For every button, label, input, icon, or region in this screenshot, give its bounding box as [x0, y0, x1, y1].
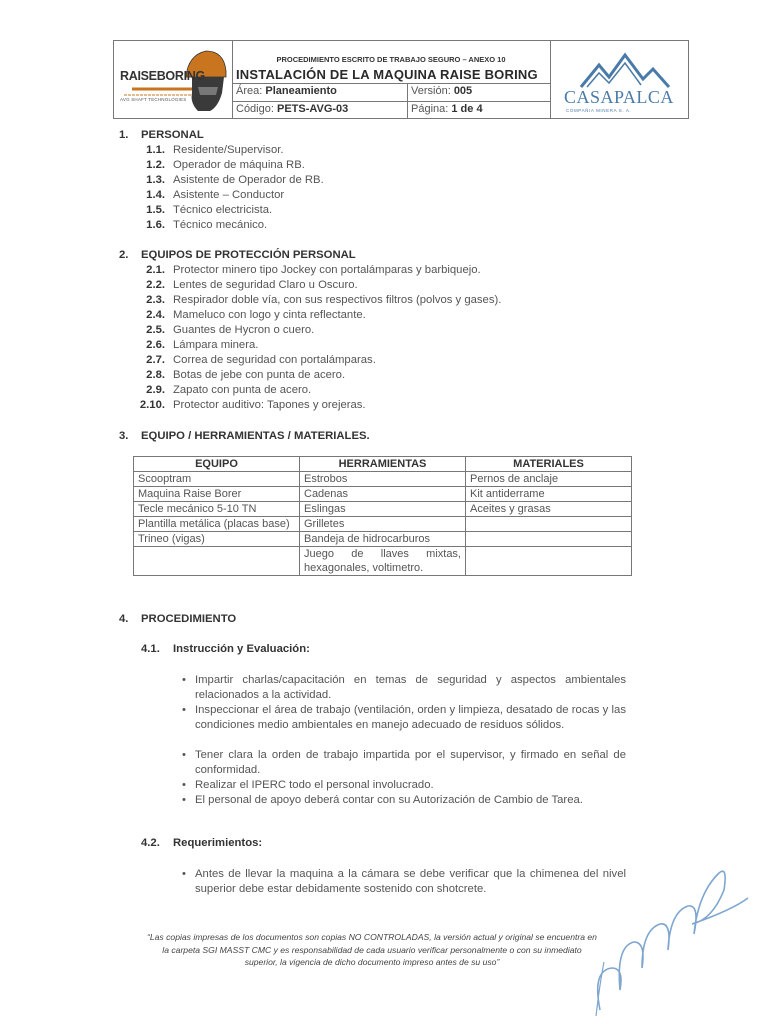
section-1-number: 1. — [119, 129, 129, 141]
footer-line: “Las copias impresas de los documentos son copias NO CONTROLADAS, la versión actual y original se encuentra en — [147, 932, 597, 942]
handwritten-signature — [572, 850, 752, 1020]
item-number: 2.3. — [146, 294, 165, 306]
version-label: Versión: — [411, 85, 451, 97]
table-cell: Pernos de anclaje — [466, 472, 632, 487]
table-cell — [134, 547, 300, 576]
casapalca-logo-subtext: COMPAÑIA MINERA S. A. — [566, 108, 632, 113]
section-3-title: EQUIPO / HERRAMIENTAS / MATERIALES. — [141, 430, 370, 442]
item-number: 2.10. — [139, 399, 165, 411]
list-item: Asistente de Operador de RB. — [173, 174, 324, 186]
table-row — [134, 502, 632, 517]
raiseboring-logo — [114, 41, 233, 118]
item-number: 2.6. — [146, 339, 165, 351]
item-number: 2.9. — [146, 384, 165, 396]
mountain-logo-icon — [551, 41, 689, 91]
list-item: • Tener clara la orden de trabajo impartida por el supervisor, y firmado en señal de conformidad. — [195, 748, 626, 778]
raiseboring-logo-text: RAISEBORING — [120, 69, 205, 83]
casapalca-logo-text: CASAPALCA — [564, 87, 674, 107]
item-number: 1.6. — [146, 219, 165, 231]
page-label: Página: — [411, 103, 449, 115]
table-cell: Aceites y grasas — [466, 502, 632, 517]
list-item: Lámpara minera. — [173, 339, 259, 351]
section-1-title: PERSONAL — [141, 129, 204, 141]
table-cell: Cadenas — [300, 487, 466, 502]
list-item: • El personal de apoyo deberá contar con su Autorización de Cambio de Tarea. — [195, 793, 626, 808]
table-cell: Eslingas — [300, 502, 466, 517]
list-item: Operador de máquina RB. — [173, 159, 305, 171]
list-item: • Realizar el IPERC todo el personal involucrado. — [195, 778, 626, 793]
document-title: INSTALACIÓN DE LA MAQUINA RAISE BORING — [236, 67, 538, 82]
item-number: 1.5. — [146, 204, 165, 216]
table-row — [134, 517, 632, 532]
table-row — [134, 487, 632, 502]
subsection-4-1-number: 4.1. — [141, 643, 160, 655]
table-cell: Juego de llaves mixtas, hexagonales, voltimetro. — [300, 547, 466, 576]
table-cell — [466, 517, 632, 532]
area-label: Área: — [236, 85, 263, 97]
list-item: • Antes de llevar la maquina a la cámara se debe verificar que la chimenea del nivel superior debe estar debidamente sostenido con shotcrete. — [195, 867, 626, 897]
item-number: 2.7. — [146, 354, 165, 366]
list-item: Zapato con punta de acero. — [173, 384, 312, 396]
list-item: • Impartir charlas/capacitación en temas de seguridad y aspectos ambientales relacionados a la actividad. — [195, 673, 626, 703]
subsection-4-1-title: Instrucción y Evaluación: — [173, 643, 310, 655]
item-number: 2.8. — [146, 369, 165, 381]
section-4-title: PROCEDIMIENTO — [141, 613, 237, 625]
subsection-4-2-number: 4.2. — [141, 837, 160, 849]
section-4-number: 4. — [119, 613, 129, 625]
table-cell: Bandeja de hidrocarburos — [300, 532, 466, 547]
table-row — [134, 472, 632, 487]
header-row-code — [232, 101, 550, 119]
table-cell: Tecle mecánico 5-10 TN — [134, 502, 300, 517]
table-cell — [466, 532, 632, 547]
list-item: Técnico mecánico. — [173, 219, 268, 231]
version-value: 005 — [453, 85, 473, 97]
column-header-herramientas: HERRAMIENTAS — [300, 457, 466, 472]
list-item: Correa de seguridad con portalámparas. — [173, 354, 376, 366]
item-number: 2.2. — [146, 279, 165, 291]
list-item: Lentes de seguridad Claro u Oscuro. — [173, 279, 358, 291]
code-value: PETS-AVG-03 — [276, 103, 349, 115]
table-row — [134, 547, 632, 576]
list-item: Protector minero tipo Jockey con portalámparas y barbiquejo. — [173, 264, 481, 276]
casapalca-logo — [550, 41, 689, 118]
list-item: Protector auditivo: Tapones y orejeras. — [173, 399, 366, 411]
table-cell: Kit antiderrame — [466, 487, 632, 502]
table-cell: Maquina Raise Borer — [134, 487, 300, 502]
document-header — [113, 40, 689, 119]
table-cell: Plantilla metálica (placas base) — [134, 517, 300, 532]
equipment-table — [133, 456, 632, 576]
list-item: Botas de jebe con punta de acero. — [173, 369, 346, 381]
footer-line: la carpeta SGI MASST CMC y es responsabilidad de cada usuario verificar personalmente o con su inmediato — [162, 944, 582, 955]
item-number: 1.2. — [146, 159, 165, 171]
item-number: 1.1. — [146, 144, 165, 156]
item-number: 2.4. — [146, 309, 165, 321]
list-item: Técnico electricista. — [173, 204, 273, 216]
subsection-4-2-title: Requerimientos: — [173, 837, 263, 849]
column-header-equipo: EQUIPO — [134, 457, 300, 472]
table-cell: Estrobos — [300, 472, 466, 487]
item-number: 2.5. — [146, 324, 165, 336]
table-row — [134, 532, 632, 547]
item-number: 1.3. — [146, 174, 165, 186]
table-cell: Trineo (vigas) — [134, 532, 300, 547]
list-item: Mameluco con logo y cinta reflectante. — [173, 309, 366, 321]
area-value: Planeamiento — [265, 85, 337, 97]
raiseboring-logo-subtext: AVG SHAFT TECHNOLOGIES — [120, 97, 187, 102]
header-info — [232, 41, 550, 118]
list-item: Residente/Supervisor. — [173, 144, 284, 156]
section-2-title: EQUIPOS DE PROTECCIÓN PERSONAL — [141, 249, 356, 261]
list-item: • Inspeccionar el área de trabajo (ventilación, orden y limpieza, desatado de rocas y las condiciones medio ambientales en manejo adecuado de residuos sólidos. — [195, 703, 626, 733]
header-row-area — [232, 83, 550, 101]
table-cell — [466, 547, 632, 576]
list-item: Respirador doble vía, con sus respectivos filtros (polvos y gases). — [173, 294, 502, 306]
table-header-row — [134, 457, 632, 472]
list-item: Asistente – Conductor — [173, 189, 285, 201]
footer-line: superior, la vigencia de dicho documento impreso antes de su uso” — [244, 957, 500, 967]
list-item: Guantes de Hycron o cuero. — [173, 324, 315, 336]
section-3-number: 3. — [119, 430, 129, 442]
column-header-materiales: MATERIALES — [466, 457, 632, 472]
item-number: 2.1. — [146, 264, 165, 276]
document-footer-note — [116, 931, 628, 969]
page-value: 1 de 4 — [451, 103, 483, 115]
table-cell: Grilletes — [300, 517, 466, 532]
section-2-number: 2. — [119, 249, 129, 261]
document-pre-title: PROCEDIMIENTO ESCRITO DE TRABAJO SEGURO – ANEXO 10 — [276, 55, 506, 64]
code-label: Código: — [236, 103, 274, 115]
table-cell: Scooptram — [134, 472, 300, 487]
item-number: 1.4. — [146, 189, 165, 201]
